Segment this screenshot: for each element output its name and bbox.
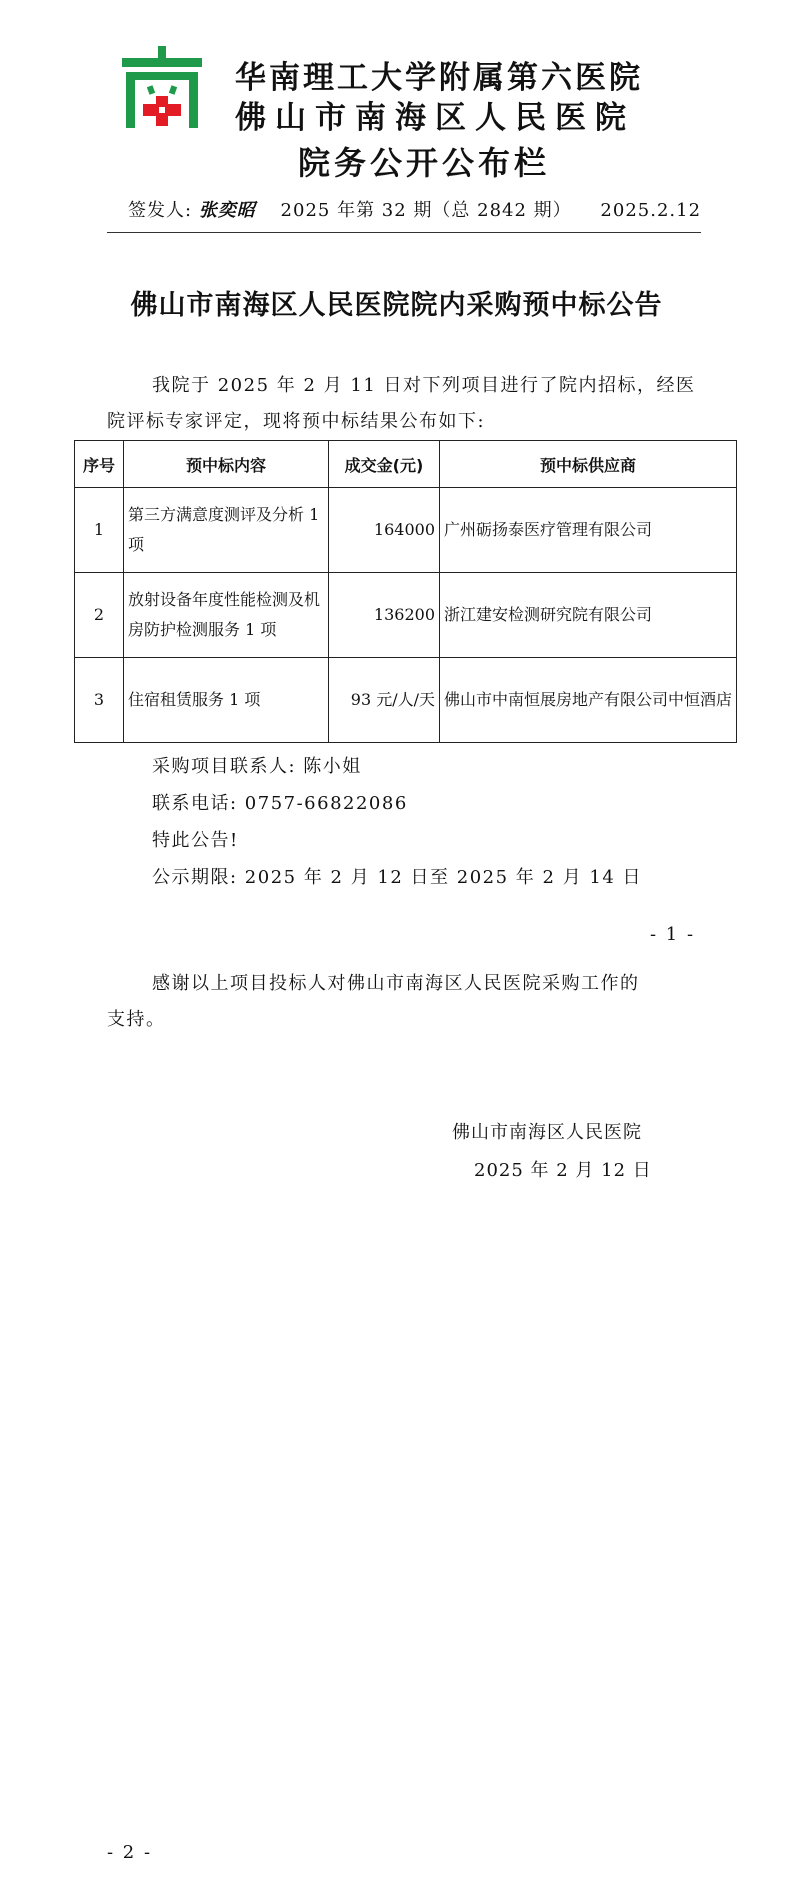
header-divider: [107, 232, 701, 233]
table-header-row: [75, 441, 737, 488]
contact-person: 采购项目联系人: 陈小姐: [152, 756, 362, 777]
row-index: 2: [75, 573, 124, 658]
signature-date: 2025 年 2 月 12 日: [474, 1160, 652, 1181]
issue-number: 2025 年第 32 期（总 2842 期）: [280, 200, 572, 221]
bid-results-table: [74, 440, 737, 743]
header-vendor: 预中标供应商: [440, 441, 737, 488]
table-row: [75, 488, 737, 573]
row-vendor: 浙江建安检测研究院有限公司: [440, 573, 737, 658]
hospital-name-secondary: 佛山市南海区人民医院: [235, 100, 635, 136]
hospital-logo: [122, 46, 202, 128]
row-index: 3: [75, 658, 124, 743]
page-number-2: - 2 -: [107, 1842, 153, 1863]
row-content: 第三方满意度测评及分析 1 项: [124, 488, 329, 573]
row-vendor: 佛山市中南恒展房地产有限公司中恒酒店: [440, 658, 737, 743]
table-row: [75, 658, 737, 743]
announcement-title: 佛山市南海区人民医院院内采购预中标公告: [130, 290, 663, 321]
bulletin-board-title: 院务公开公布栏: [298, 144, 551, 182]
publicity-period: 公示期限: 2025 年 2 月 12 日至 2025 年 2 月 14 日: [152, 867, 643, 888]
thanks-line-1: 感谢以上项目投标人对佛山市南海区人民医院采购工作的: [152, 973, 640, 994]
issue-line: [128, 196, 701, 222]
signature-organization: 佛山市南海区人民医院: [452, 1122, 642, 1143]
header-content: 预中标内容: [124, 441, 329, 488]
thanks-line-2: 支持。: [107, 1009, 166, 1030]
contact-phone: 联系电话: 0757-66822086: [152, 793, 408, 814]
row-index: 1: [75, 488, 124, 573]
hospital-name-primary: 华南理工大学附属第六医院: [235, 60, 643, 96]
row-amount: 164000: [329, 488, 440, 573]
row-vendor: 广州砺扬泰医疗管理有限公司: [440, 488, 737, 573]
intro-line-2: 院评标专家评定，现将预中标结果公布如下:: [107, 411, 486, 432]
row-content: 放射设备年度性能检测及机房防护检测服务 1 项: [124, 573, 329, 658]
table-row: [75, 573, 737, 658]
row-content: 住宿租赁服务 1 项: [124, 658, 329, 743]
header-amount: 成交金(元): [329, 441, 440, 488]
notice-line: 特此公告!: [152, 830, 239, 851]
page-number-1: - 1 -: [650, 924, 696, 945]
intro-line-1: 我院于 2025 年 2 月 11 日对下列项目进行了院内招标，经医: [152, 375, 696, 396]
row-amount: 136200: [329, 573, 440, 658]
issue-date: 2025.2.12: [600, 200, 702, 221]
signer-name: 张奕昭: [198, 200, 256, 221]
row-amount: 93 元/人/天: [329, 658, 440, 743]
header-index: 序号: [75, 441, 124, 488]
signer-label: 签发人:: [128, 200, 193, 221]
